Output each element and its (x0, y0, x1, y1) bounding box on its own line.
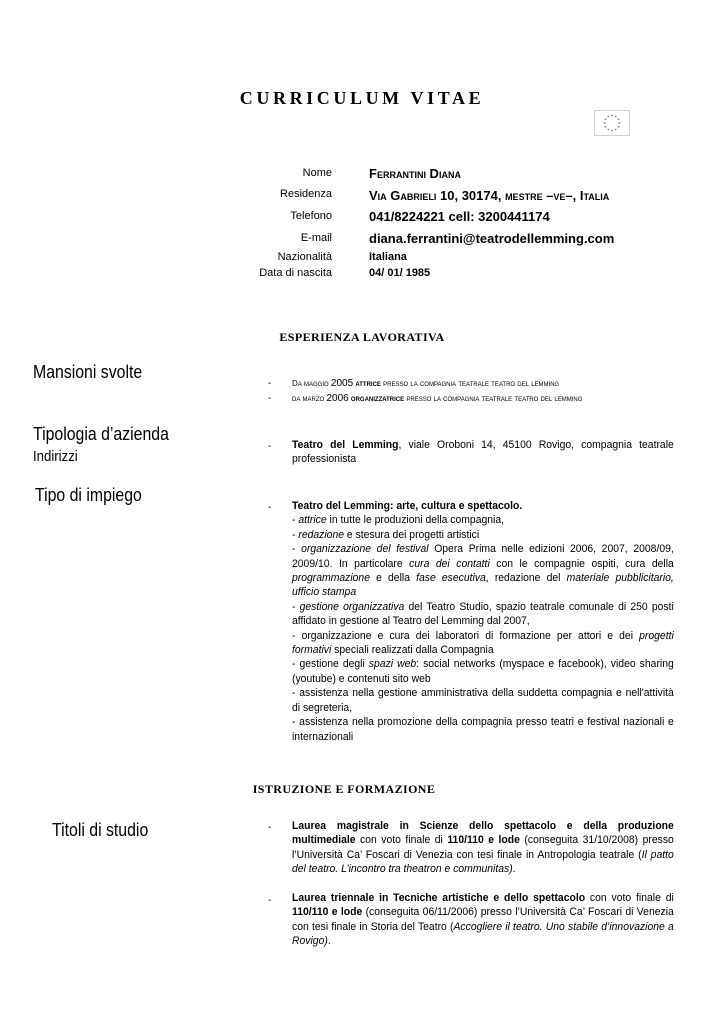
list-item: Laurea magistrale in Scienze dello spettacolo e della produzione multimediale con voto finale di 110/110 e lode (conseguita 31/10/2008) presso l’Università Ca’ Foscari di Venezia con tesi finale in Antropologia teatrale (Il patto del teatro. L’incontro tra theatron e communitas). (292, 820, 674, 876)
star-icon (615, 129, 617, 131)
list-item: da marzo 2006 organizzatrice presso la compagnia teatrale teatro del lemming (292, 393, 583, 404)
bullet: - (268, 895, 272, 906)
star-icon (611, 115, 613, 117)
eu-flag-icon (594, 110, 630, 136)
label-nome: Nome (302, 167, 332, 179)
page-title: CURRICULUM VITAE (239, 88, 485, 108)
value-residenza: Via Gabrieli 10, 30174, mestre –ve–, Italia (369, 188, 610, 203)
star-icon (605, 126, 607, 128)
label-nazionalita: Nazionalità (277, 251, 332, 263)
star-icon (607, 129, 609, 131)
job-description: Teatro del Lemming: arte, cultura e spettacolo. - attrice in tutte le produzioni della compagnia, - redazione e stesura dei progetti artistici - organizzazione del festival Opera Prima nelle edizioni 2006, 2007, 2008/09, 2009/10. In particolare cura dei contatti con le compagnie ospiti, cura della programmazione e della fase esecutiva, redazione del materiale pubblicitario, ufficio stampa - gestione organizzativa del Teatro Studio, spazio teatrale comunale di 250 posti affidato in gestione al Teatro del Lemming dal 2007, - organizzazione e cura dei laboratori di formazione per attori e dei progetti formativi speciali realizzati dalla Compagnia - gestione degli spazi web: social networks (myspace e facebook), video sharing (youtube) e contenuti sito web - assistenza nella gestione amministrativa della suddetta compagnia e nell'attività di segreteria, - assistenza nella promozione della compagnia presso teatri e festival nazionali e internazionali (292, 500, 674, 743)
star-icon (615, 116, 617, 118)
value-nazionalita: Italiana (369, 251, 407, 263)
bullet: - (268, 441, 272, 452)
bullet: - (268, 502, 272, 513)
star-icon (605, 118, 607, 120)
label-email: E-mail (300, 232, 332, 244)
label-telefono: Telefono (290, 210, 332, 222)
star-icon (618, 126, 620, 128)
star-icon (611, 130, 613, 132)
bullet: - (268, 378, 272, 389)
star-icon (619, 122, 621, 124)
label-residenza: Residenza (280, 188, 332, 200)
label-data-nascita: Data di nascita (259, 267, 332, 279)
star-icon (607, 116, 609, 118)
side-subheading-indirizzi: Indirizzi (33, 448, 78, 465)
value-data-nascita: 04/ 01/ 1985 (369, 267, 431, 279)
company-info: Teatro del Lemming, viale Oroboni 14, 45100 Rovigo, compagnia teatrale professionista (292, 439, 674, 466)
bullet: - (268, 393, 272, 404)
section-heading-experience: ESPERIENZA LAVORATIVA (279, 330, 445, 344)
section-heading-education: ISTRUZIONE E FORMAZIONE (252, 782, 436, 796)
list-item: Laurea triennale in Tecniche artistiche e dello spettacolo con voto finale di 110/110 e lode (conseguita 06/11/2006) presso l’Università Ca’ Foscari di Venezia con tesi finale in Storia del Teatro (Accogliere il teatro. Uno stabile d’innovazione a Rovigo). (292, 892, 674, 948)
value-email: diana.ferrantini@teatrodellemming.com (369, 231, 615, 246)
side-heading-mansioni: Mansioni svolte (33, 362, 143, 382)
side-heading-titoli: Titoli di studio (52, 820, 149, 840)
side-heading-impiego: Tipo di impiego (35, 485, 142, 505)
bullet: - (268, 822, 272, 833)
star-icon (604, 122, 606, 124)
value-telefono: 041/8224221 cell: 3200441174 (369, 209, 550, 224)
list-item: Da maggio 2005 attrice presso la compagnia teatrale teatro del lemming (292, 378, 560, 389)
side-heading-tipologia: Tipologia d’azienda (33, 424, 169, 444)
value-nome: Ferrantini Diana (369, 166, 461, 181)
star-icon (618, 118, 620, 120)
